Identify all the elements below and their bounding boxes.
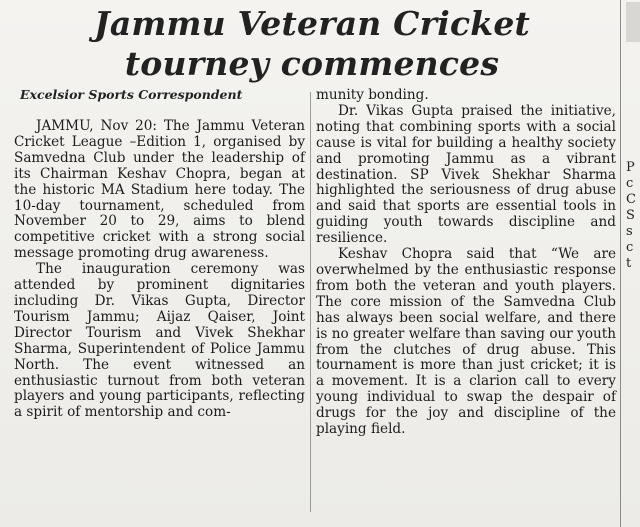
adjacent-column-rule bbox=[620, 0, 621, 527]
paragraph-inauguration: The inauguration ceremony was attended by prominent dignitaries including Dr. Vikas Gupta, Director Tourism Jammu; Aijaz Qaiser, Joint Director Tourism and Vivek Shekhar Sharma, Superintendent of Police Jammu North. The event witnessed an enthusiastic turnout from both veteran players and young participants, reflecting a spirit of mentorship and com- bbox=[14, 261, 305, 421]
article-column-2 bbox=[316, 88, 616, 438]
paragraph-continuation: munity bonding. bbox=[316, 87, 429, 103]
paragraph-chopra-quote: Keshav Chopra said that “We are overwhelmed by the enthusiastic response from both the veteran and youth players. The core mission of the Samvedna Club has always been social welfare, and there is no greater welfare than saving our youth from the clutches of drug abuse. This tournament is more than just cricket; it is a movement. It is a clarion call to every young individual to swap the despair of drugs for the joy and discipline of the playing field. bbox=[316, 246, 616, 438]
paragraph-dateline: JAMMU, Nov 20: The Jammu Veteran Cricket League –Edition 1, organised by Samvedna Club under the leadership of its Chairman Keshav Chopra, began at the historic MA Stadium here today. The 10-day tournament, scheduled from November 20 to 29, aims to blend competitive cricket with a strong social message promoting drug awareness. bbox=[14, 118, 305, 262]
article-column-1 bbox=[14, 119, 305, 421]
headline-line-2: tourney commences bbox=[124, 44, 500, 83]
headline-line-1: Jammu Veteran Cricket bbox=[94, 4, 530, 43]
headline bbox=[12, 4, 612, 84]
adjacent-article-fragment: P c C S s c t bbox=[626, 160, 636, 271]
adjacent-article-edge bbox=[626, 2, 640, 42]
byline: Excelsior Sports Correspondent bbox=[20, 87, 243, 102]
column-divider bbox=[310, 92, 311, 512]
paragraph-gupta-quote: Dr. Vikas Gupta praised the initiative, noting that combining sports with a social cause is vital for building a healthy society and promoting Jammu as a vibrant destination. SP Vivek Shekhar Sharma highlighted the seriousness of drug abuse and said that sports are essential tools in guiding youth towards discipline and resilience. bbox=[316, 102, 616, 247]
